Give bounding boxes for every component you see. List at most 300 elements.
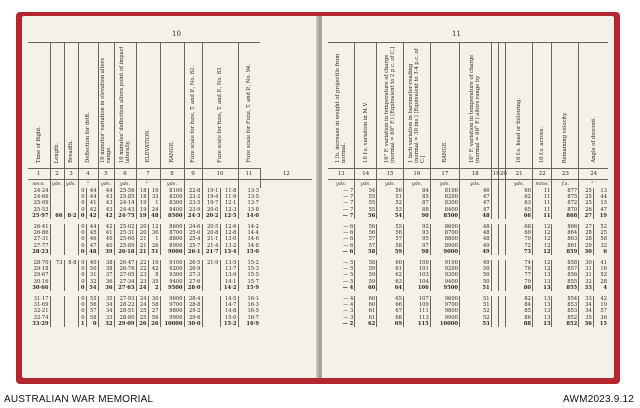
table-cell: 1 (148, 200, 160, 206)
table-cell: 13 (532, 285, 551, 291)
table-cell: 18 (136, 194, 148, 200)
table-cell: 109 (403, 302, 430, 308)
table-cell: 9800 (160, 308, 184, 314)
unit-label: yds. (160, 180, 184, 189)
table-cell: 25 (579, 200, 594, 206)
table-cell: 868 (552, 213, 579, 219)
table-cell: 13·9 (220, 272, 238, 278)
table-cell: 12 (532, 260, 551, 266)
table-cell: 13·5 (238, 194, 260, 200)
table-cell: 11 (532, 207, 551, 213)
table-cell: 13 (532, 279, 551, 285)
table-cell: 31 (86, 272, 98, 278)
column-header-10 (202, 43, 238, 169)
caption-right: AWM2023.9.12 (563, 394, 634, 405)
table-cell: 33 (98, 315, 114, 321)
table-cell: 9200 (160, 266, 184, 272)
column-number: 21 (506, 169, 533, 180)
table-cell: 56 (377, 230, 404, 236)
column-number: 10 (202, 169, 238, 180)
unit-label: f.s. (552, 180, 579, 189)
table-cell: 20·8 (202, 230, 220, 236)
table-cell: 63 (506, 200, 533, 206)
table-cell: 12·5 (220, 213, 238, 219)
unit-label: mins. (532, 180, 551, 189)
column-number: 15 (377, 169, 404, 180)
column-number: 14 (355, 169, 377, 180)
table-cell: 26·86 (33, 230, 49, 237)
table-cell: 33·29 (32, 320, 49, 327)
column-header-text: 10 f.s. head or following. (516, 97, 523, 163)
column-header-text: 10 minutes' variation in elevation alters range. (100, 57, 112, 163)
table-cell: 60 (355, 296, 377, 302)
table-cell: 28 (579, 236, 594, 242)
column-header-6 (114, 43, 136, 169)
table-cell: 25 (136, 308, 148, 314)
table-cell: 9700 (430, 302, 459, 308)
column-number: 4 (78, 169, 98, 180)
table-cell: 19·1 (202, 188, 220, 194)
column-header-11 (238, 43, 260, 169)
table-cell: 13 (532, 321, 551, 327)
table-cell: 61 (355, 315, 377, 321)
table-cell: 42 (86, 213, 98, 219)
table-cell: 13 (532, 315, 551, 321)
table-cell: 0 (78, 200, 86, 206)
table-cell: 8600 (430, 224, 459, 230)
table-cell: 50 (86, 266, 98, 272)
table-cell: 859 (552, 249, 579, 255)
table-cell: 28·23 (32, 248, 49, 255)
table-cell: 13·4 (220, 249, 238, 255)
column-number-row (328, 169, 608, 180)
table-cell: 875 (552, 194, 579, 200)
table-cell: 41 (593, 260, 608, 266)
table-cell: 0 (78, 194, 86, 200)
table-cell: 20·5 (202, 224, 220, 230)
right-page (322, 16, 614, 378)
table-cell: 12·6 (220, 224, 238, 230)
table-cell: 27·31 (33, 236, 49, 243)
table-cell: 63 (377, 279, 404, 285)
table-cell: 104 (403, 279, 430, 285)
table-cell: — 4 (343, 302, 354, 309)
table-cell: 9100 (430, 260, 459, 266)
table-cell: 15·7 (238, 279, 260, 285)
table-cell: 24·6 (184, 224, 202, 230)
table-cell: 21·4 (202, 243, 220, 249)
table-cell: 72 (506, 243, 533, 249)
table-cell: 64 (377, 285, 404, 291)
table-cell: 30 (148, 296, 160, 302)
table-cell: 25·97 (32, 212, 49, 219)
table-cell: 13·7 (238, 200, 260, 206)
table-cell: 20·0 (202, 207, 220, 213)
units-row (28, 180, 312, 189)
column-number: 17 (430, 169, 459, 180)
table-cell: 62 (377, 272, 404, 278)
table-cell: 21 (136, 236, 148, 242)
column-number: 19 (491, 169, 498, 180)
table-cell: 84 (403, 188, 430, 194)
table-cell: 35 (98, 296, 114, 302)
column-number: 7 (136, 169, 160, 180)
table-cell: 92 (403, 224, 430, 230)
column-header-6 (459, 43, 491, 169)
table-cell: 12 (532, 243, 551, 249)
table-cell: 23·2 (184, 194, 202, 200)
unit-label: yds. (51, 180, 63, 187)
table-cell: 38 (98, 266, 114, 272)
table-cell: 9500 (430, 285, 459, 291)
table-cell: 9900 (430, 315, 459, 321)
table-cell: 100 (403, 260, 430, 266)
table-cell: 32·74 (33, 314, 49, 321)
table-cell: 42 (98, 213, 114, 219)
table-cell: 69 (377, 321, 404, 327)
table-cell: 9300 (430, 272, 459, 278)
column-header-3 (64, 43, 78, 169)
table-cell: 56 (355, 213, 377, 219)
table-cell: 6 (593, 249, 608, 255)
table-cell: 27 (579, 213, 594, 219)
table-cell: 8500 (430, 213, 459, 219)
column-number: 1 (28, 169, 50, 180)
column-header-12 (579, 43, 608, 169)
table-cell: 48 (148, 213, 160, 219)
table-cell: 8400 (160, 207, 184, 213)
table-cell: — 4 (343, 296, 354, 303)
table-cell: 21·7 (202, 249, 220, 255)
table-cell: 26 (148, 243, 160, 249)
table-cell: 0 (78, 249, 86, 255)
table-cell: 56 (148, 315, 160, 321)
unit-label (260, 180, 312, 189)
table-cell: 27·05 (114, 272, 136, 278)
table-cell: 864 (552, 230, 579, 236)
table-cell: 50 (459, 279, 491, 285)
table-cell: 30·16 (33, 278, 49, 285)
column-header-text: RANGE. (441, 141, 448, 163)
table-cell: 54 (86, 285, 98, 291)
table-cell: 26 (579, 207, 594, 213)
column-header-text: Length. (54, 142, 60, 163)
table-cell: 36 (98, 285, 114, 291)
table-cell: 52 (593, 224, 608, 230)
table-cell: 53 (459, 321, 491, 327)
table-cell: 13 (532, 296, 551, 302)
table-cell: — 5 (343, 278, 354, 285)
table-cell: 74 (506, 260, 533, 266)
table-cell: 13·3 (238, 188, 260, 194)
table-cell: 25·09 (33, 200, 49, 207)
table-cell: 0 (78, 266, 86, 272)
table-cell: 0 (78, 236, 86, 242)
table-cell: 43 (98, 200, 114, 206)
table-cell: 55 (377, 224, 404, 230)
column-header-text: 1 inch variation in barometer-reading (normal = 30 ins.) [Equivalent to 3·4 p.c. of C.] (407, 48, 426, 163)
table-cell: 24·14 (114, 200, 136, 206)
unit-label: yds. (430, 180, 459, 189)
table-cell: 21 (136, 243, 148, 249)
table-cell: 76 (506, 266, 533, 272)
table-cell: 19 (136, 200, 148, 206)
table-cell: 50 (459, 266, 491, 272)
table-cell: 15·0 (238, 249, 260, 255)
column-header-text: Fuze scale for fuze, T. and P., No. 83. (217, 65, 223, 163)
table-cell: 33 (579, 296, 594, 302)
table-cell: 14·5 (220, 296, 238, 302)
column-number: 22 (532, 169, 551, 180)
table-cell: 51 (459, 285, 491, 291)
table-cell (202, 321, 220, 327)
table-cell: 31 (579, 272, 594, 278)
table-cell: 113 (403, 315, 430, 321)
table-cell: 95 (403, 236, 430, 242)
unit-label (184, 180, 202, 189)
header-row (328, 43, 608, 169)
table-cell: 40 (98, 236, 114, 242)
table-cell: 13·7 (220, 266, 238, 272)
table-cell: 21·1 (202, 236, 220, 242)
unit-label: yds. (98, 180, 114, 189)
table-cell: 28·8 (184, 302, 202, 308)
table-cell: 37 (98, 272, 114, 278)
table-cell: 85 (403, 194, 430, 200)
table-cell: 93 (403, 230, 430, 236)
table-cell: 858 (552, 260, 579, 266)
table-cell: 12·8 (220, 230, 238, 236)
table-cell: 23 (136, 279, 148, 285)
unit-label: yds. (114, 180, 136, 189)
table-cell: 68 (377, 315, 404, 321)
table-cell: 861 (552, 243, 579, 249)
table-cell: 0 (78, 243, 86, 249)
table-cell: 12 (532, 230, 551, 236)
table-cell: — 6 (343, 242, 354, 249)
column-header-1 (28, 43, 50, 169)
table-cell: 24·24 (33, 188, 49, 194)
table-cell: 54 (355, 188, 377, 194)
column-header-text: Angle of descent. (590, 117, 597, 163)
table-cell: 26·47 (114, 260, 136, 266)
unit-label: ° ′ (136, 180, 160, 189)
table-cell: 0 (86, 321, 98, 327)
table-cell: 39 (98, 249, 114, 255)
table-cell: 48 (459, 236, 491, 242)
table-cell: 35 (579, 315, 594, 321)
table-cell: 51 (377, 194, 404, 200)
table-cell: 13·8 (238, 207, 260, 213)
table-cell: 15·2 (220, 321, 238, 327)
table-cell: 25 (136, 315, 148, 321)
table-cell: 45 (86, 230, 98, 236)
table-cell: — 6 (343, 236, 354, 243)
table-cell: 8200 (160, 194, 184, 200)
table-cell: 25·02 (114, 224, 136, 230)
table-cell: 12 (532, 249, 551, 255)
table-cell: 48 (459, 224, 491, 230)
table-cell: 16·1 (238, 296, 260, 302)
table-cell: 11·9 (220, 194, 238, 200)
table-cell: — 6 (343, 224, 354, 231)
table-cell: 57 (355, 236, 377, 242)
table-cell: 1 (78, 321, 86, 327)
column-header-5 (430, 43, 459, 169)
column-header-text: RANGE. (169, 141, 175, 163)
table-cell: 31 (579, 266, 594, 272)
table-cell: 43 (98, 207, 114, 213)
table-cell: 44 (86, 188, 98, 194)
column-header-text: Breadth. (68, 139, 74, 163)
page-number-right: 11 (452, 30, 461, 38)
column-number: 8 (160, 169, 184, 180)
table-cell: 19 (593, 213, 608, 219)
table-cell: 8900 (430, 243, 459, 249)
table-cell: 8700 (160, 230, 184, 236)
table-cell: 9000 (160, 249, 184, 255)
column-header-text: Fuze scale for fuze, T. and P., No. 82. (190, 65, 196, 163)
table-cell: — 7 (343, 206, 354, 213)
table-cell: 54 (377, 213, 404, 219)
table-cell: 0 (78, 207, 86, 213)
table-cell: 19 (136, 213, 148, 219)
table-cell: 24·66 (33, 194, 49, 201)
table-cell: 11 (532, 213, 551, 219)
table-cell: 48 (459, 230, 491, 236)
table-cell: 0 (78, 213, 86, 219)
table-cell: 12 (532, 236, 551, 242)
unit-label (202, 180, 238, 189)
table-cell: 36 (593, 315, 608, 321)
table-cell: 106 (403, 285, 430, 291)
column-header-text: 10 f.s. variation in M.V. (362, 101, 369, 163)
table-cell: 47 (459, 207, 491, 213)
table-cell: 13 (532, 302, 551, 308)
table-cell: 12 (148, 224, 160, 230)
table-cell: 27·63 (114, 285, 136, 291)
unit-label: yds. (459, 180, 491, 189)
table-cell: 55 (86, 296, 98, 302)
table-cell: — 6 (342, 248, 354, 255)
table-cell: 107 (403, 296, 430, 302)
table-cell: 16·9 (238, 321, 260, 327)
table-cell: 28·51 (114, 308, 136, 314)
table-cell: 29·67 (33, 272, 49, 279)
table-cell: 28·0 (184, 285, 202, 291)
table-cell: 38 (98, 260, 114, 266)
table-cell: 852 (552, 315, 579, 321)
table-cell: 28 (579, 230, 594, 236)
units-row (328, 180, 608, 189)
table-cell: 56 (86, 302, 98, 308)
unit-label: ° ′ (579, 180, 608, 189)
table-cell: 14·7 (220, 302, 238, 308)
column-header-9 (506, 43, 533, 169)
table-cell: 79 (506, 279, 533, 285)
table-cell: 58 (355, 260, 377, 266)
range-table-left (28, 42, 312, 327)
table-cell: 9000 (430, 249, 459, 255)
table-cell: 20 (136, 224, 148, 230)
unit-label: yds. (403, 180, 430, 189)
table-cell: 46 (459, 188, 491, 194)
table-cell: 51 (459, 296, 491, 302)
table-cell: 25·7 (184, 243, 202, 249)
table-cell: 0 (78, 188, 86, 194)
table-cell: 34 (98, 308, 114, 314)
table-cell: 23 (136, 272, 148, 278)
column-number: 3 (64, 169, 78, 180)
table-cell: 14·0 (238, 213, 260, 219)
table-cell: 8·8 (64, 260, 78, 266)
table-cell: 12 (532, 266, 551, 272)
table-cell: 8·2 (64, 213, 78, 219)
table-cell (498, 321, 505, 327)
table-cell: 9100 (160, 260, 184, 266)
table-cell: 19 (593, 302, 608, 308)
table-cell: — 7 (343, 188, 354, 194)
table-cell: 47 (86, 243, 98, 249)
column-header-5 (98, 43, 114, 169)
table-cell: 0 (78, 224, 86, 230)
table-cell: — 7 (342, 212, 354, 219)
table-cell: 14·6 (238, 236, 260, 242)
table-cell: 49 (459, 260, 491, 266)
table-cell: 855 (552, 279, 579, 285)
column-header-text: 10° F. variation in temperature of charge (normal = 60° F.) [Equivalent to 2 p.c. of C.] (384, 46, 397, 163)
column-header-text: 10° F. variation in temperature of charge (normal = 60° F.) alters range by (469, 54, 482, 163)
table-row (328, 321, 608, 327)
table-cell: 8300 (430, 200, 459, 206)
table-cell: 9400 (160, 279, 184, 285)
table-cell: 48 (86, 249, 98, 255)
column-number: 2 (50, 169, 64, 180)
table-cell: 9600 (430, 296, 459, 302)
unit-label: secs. (32, 180, 45, 187)
table-cell: 8800 (160, 236, 184, 242)
unit-label (491, 180, 498, 189)
table-cell: 21·9 (202, 260, 220, 266)
table-cell: 44 (593, 194, 608, 200)
table-cell: 0 (78, 315, 86, 321)
table-cell: 24 (136, 285, 148, 291)
table-cell: 8 (148, 272, 160, 278)
table-cell: 57 (377, 236, 404, 242)
table-cell: 29·09 (114, 321, 136, 327)
table-cell: 69 (506, 230, 533, 236)
table-cell: 60 (355, 285, 377, 291)
column-header-2 (355, 43, 377, 169)
table-cell: 12·3 (220, 207, 238, 213)
table-cell: 10000 (430, 321, 459, 327)
table-cell: 11 (532, 188, 551, 194)
table-cell: 25·89 (114, 243, 136, 249)
column-header-10 (532, 43, 551, 169)
table-cell: 15·0 (220, 315, 238, 321)
column-header-1 (328, 43, 355, 169)
table-cell: — 5 (343, 260, 354, 267)
table-cell: 0 (78, 285, 86, 291)
table-cell: 13 (593, 188, 608, 194)
column-header-9 (184, 43, 202, 169)
table-cell: 16 (148, 188, 160, 194)
table-cell: 47 (459, 200, 491, 206)
table-cell: 872 (552, 200, 579, 206)
column-number: 18 (459, 169, 491, 180)
table-cell: 14·4 (238, 230, 260, 236)
table-cell: 9300 (160, 272, 184, 278)
